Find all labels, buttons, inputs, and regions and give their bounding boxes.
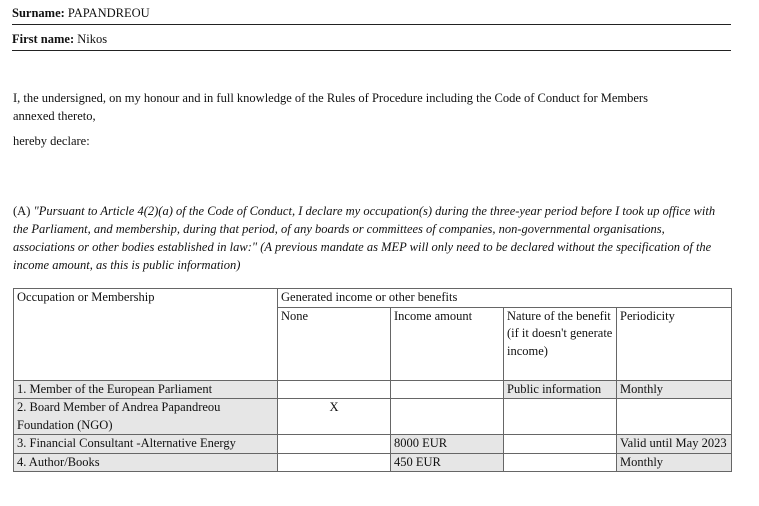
intro-line-1: I, the undersigned, on my honour and in full knowledge of the Rules of Procedure including the Code of Conduct for Members: [13, 91, 648, 105]
row-nature: [504, 399, 617, 435]
row-periodicity: Monthly: [617, 453, 732, 472]
header-occupation: Occupation or Membership: [14, 289, 278, 381]
firstname-line: [12, 32, 731, 47]
row-occupation: 3. Financial Consultant -Alternative Energy: [14, 435, 278, 454]
header-generated: Generated income or other benefits: [278, 289, 732, 308]
row-none: X: [278, 399, 391, 435]
intro-paragraph: [13, 89, 725, 125]
table-row: [14, 435, 732, 454]
row-income: 8000 EUR: [391, 435, 504, 454]
row-nature: [504, 435, 617, 454]
row-none: [278, 435, 391, 454]
row-occupation: 2. Board Member of Andrea Papandreou Foundation (NGO): [14, 399, 278, 435]
section-a-text: "Pursuant to Article 4(2)(a) of the Code of Conduct, I declare my occupation(s) during the three-year period before I took up office with the Parliament, and membership, during that period, of any boards or committees of companies, non-governmental organisations, associations or other bodies established in law:" (A previous mandate as MEP will only need to be declared without the specification of the income amount, as this is public information): [13, 204, 716, 272]
header-nature: Nature of the benefit (if it doesn't generate income): [504, 307, 617, 380]
row-income: 450 EUR: [391, 453, 504, 472]
table-header-row-1: [14, 289, 732, 308]
firstname-rule: [12, 50, 731, 51]
declaration-table: [13, 288, 732, 472]
header-income: Income amount: [391, 307, 504, 380]
table-row: [14, 453, 732, 472]
row-periodicity: Monthly: [617, 380, 732, 399]
section-a-paragraph: [13, 202, 729, 274]
row-occupation: 1. Member of the European Parliament: [14, 380, 278, 399]
row-periodicity: Valid until May 2023: [617, 435, 732, 454]
header-periodicity: Periodicity: [617, 307, 732, 380]
surname-rule: [12, 24, 731, 25]
row-nature: [504, 453, 617, 472]
firstname-label: First name:: [12, 32, 75, 46]
row-income: [391, 399, 504, 435]
table-row: [14, 399, 732, 435]
table-row: [14, 380, 732, 399]
row-none: [278, 453, 391, 472]
surname-label: Surname:: [12, 6, 65, 20]
declare-text: hereby declare:: [13, 134, 90, 148]
header-none: None: [278, 307, 391, 380]
row-periodicity: [617, 399, 732, 435]
row-nature: Public information: [504, 380, 617, 399]
section-a-prefix: (A): [13, 204, 34, 218]
intro-line-2: annexed thereto,: [13, 109, 96, 123]
row-occupation: 4. Author/Books: [14, 453, 278, 472]
row-none: [278, 380, 391, 399]
row-income: [391, 380, 504, 399]
surname-line: [12, 6, 731, 21]
surname-value: PAPANDREOU: [67, 6, 150, 20]
firstname-value: Nikos: [77, 32, 108, 46]
